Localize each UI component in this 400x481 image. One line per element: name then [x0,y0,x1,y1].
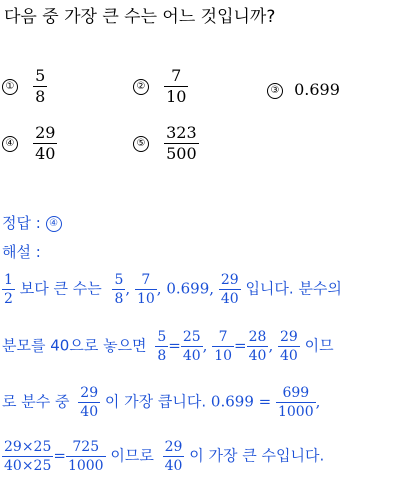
text-segment: 이므로 [110,446,154,465]
denominator: 10 [214,348,233,364]
numerator: 29 [80,385,99,401]
answer-label: 정답 : [2,214,41,232]
numerator: 29 [35,123,56,142]
denominator: 40×25 [4,458,52,474]
numerator: 699 [282,385,310,401]
text-segment: 분모를 40으로 놓으면 [2,336,147,355]
numerator: 7 [171,66,182,85]
denominator: 500 [166,144,197,163]
numerator: 725 [72,439,100,455]
explanation-line-1: $\frac{1}{2}$ 보다 큰 수는 $\frac{5}{8}$ , $\frac{7}{10}$ , 0.699, $\frac{29}{40}$ 입니다. 분수의 [4,272,342,307]
text-segment: , [315,392,321,411]
choice-number: ② [133,79,149,95]
answer-value: ④ [46,216,62,232]
question-text: 다음 중 가장 큰 수는 어느 것입니까? [4,7,276,27]
text-segment: 이므 [304,336,334,355]
denominator: 10 [166,87,187,106]
choice-3[interactable] [267,80,340,99]
denominator: 1000 [277,404,314,420]
denominator: 10 [136,291,155,307]
numerator: 7 [141,272,151,288]
numerator: 323 [166,123,197,142]
numerator: 1 [4,272,13,288]
explanation-line-2: 분모를 40으로 놓으면 $\frac{5}{8}$ = $\frac{25}{40}$ , $\frac{7}{10}$ = $\frac{28}{40}$ , $\frac{29}{40}$ 이므 [2,329,334,364]
denominator: 40 [164,458,183,474]
explanation-line-3 [2,386,398,419]
numerator: 5 [35,66,46,85]
numerator: 29 [220,272,239,288]
denominator: 8 [35,87,46,106]
choice-number: ⑤ [133,136,149,152]
denominator: 40 [35,144,56,163]
explanation-label: 해설 : [2,243,41,261]
numerator: 25 [182,329,201,345]
denominator: 8 [157,348,167,364]
denominator: 40 [220,291,239,307]
text-segment: 0.699, [166,279,215,298]
denominator: 40 [279,348,298,364]
denominator: 8 [114,291,124,307]
choice-number: ① [2,79,18,95]
denominator: 40 [80,404,99,420]
text-segment: 이 가장 큽니다. [104,392,207,411]
text-segment: 0.699 = [210,392,272,411]
denominator: 2 [4,291,13,307]
numerator: 7 [218,329,228,345]
denominator: 40 [182,348,201,364]
numerator: 29 [164,439,183,455]
choice-number: ③ [267,83,283,99]
choice-1[interactable] [2,68,47,105]
text-segment: 로 분수 중 [2,392,70,411]
explanation-line-4: $\frac{29\times 25}{40\times 25}$ = $\frac{725}{1000}$ 이므로 $\frac{29}{40}$ 이 가장 큰 수입니다. [4,439,325,474]
text-segment: 입니다. 분수의 [245,279,342,298]
numerator: 29 [279,329,298,345]
choice-fraction [33,125,57,162]
choice-5[interactable] [133,125,199,162]
choice-fraction [164,125,199,162]
choice-value: 0.699 [294,80,340,99]
numerator: 28 [248,329,267,345]
choice-fraction [164,68,188,105]
denominator: 1000 [67,458,104,474]
choice-fraction [33,68,47,105]
text-segment: 보다 큰 수는 [19,279,102,298]
denominator: 40 [248,348,267,364]
text-segment: 이 가장 큰 수입니다. [189,446,325,465]
choice-2[interactable] [133,68,188,105]
numerator: 5 [157,329,167,345]
answer-line [2,212,62,233]
numerator: 29×25 [4,439,52,455]
numerator: 5 [114,272,124,288]
choice-number: ④ [2,136,18,152]
choice-4[interactable] [2,125,57,162]
